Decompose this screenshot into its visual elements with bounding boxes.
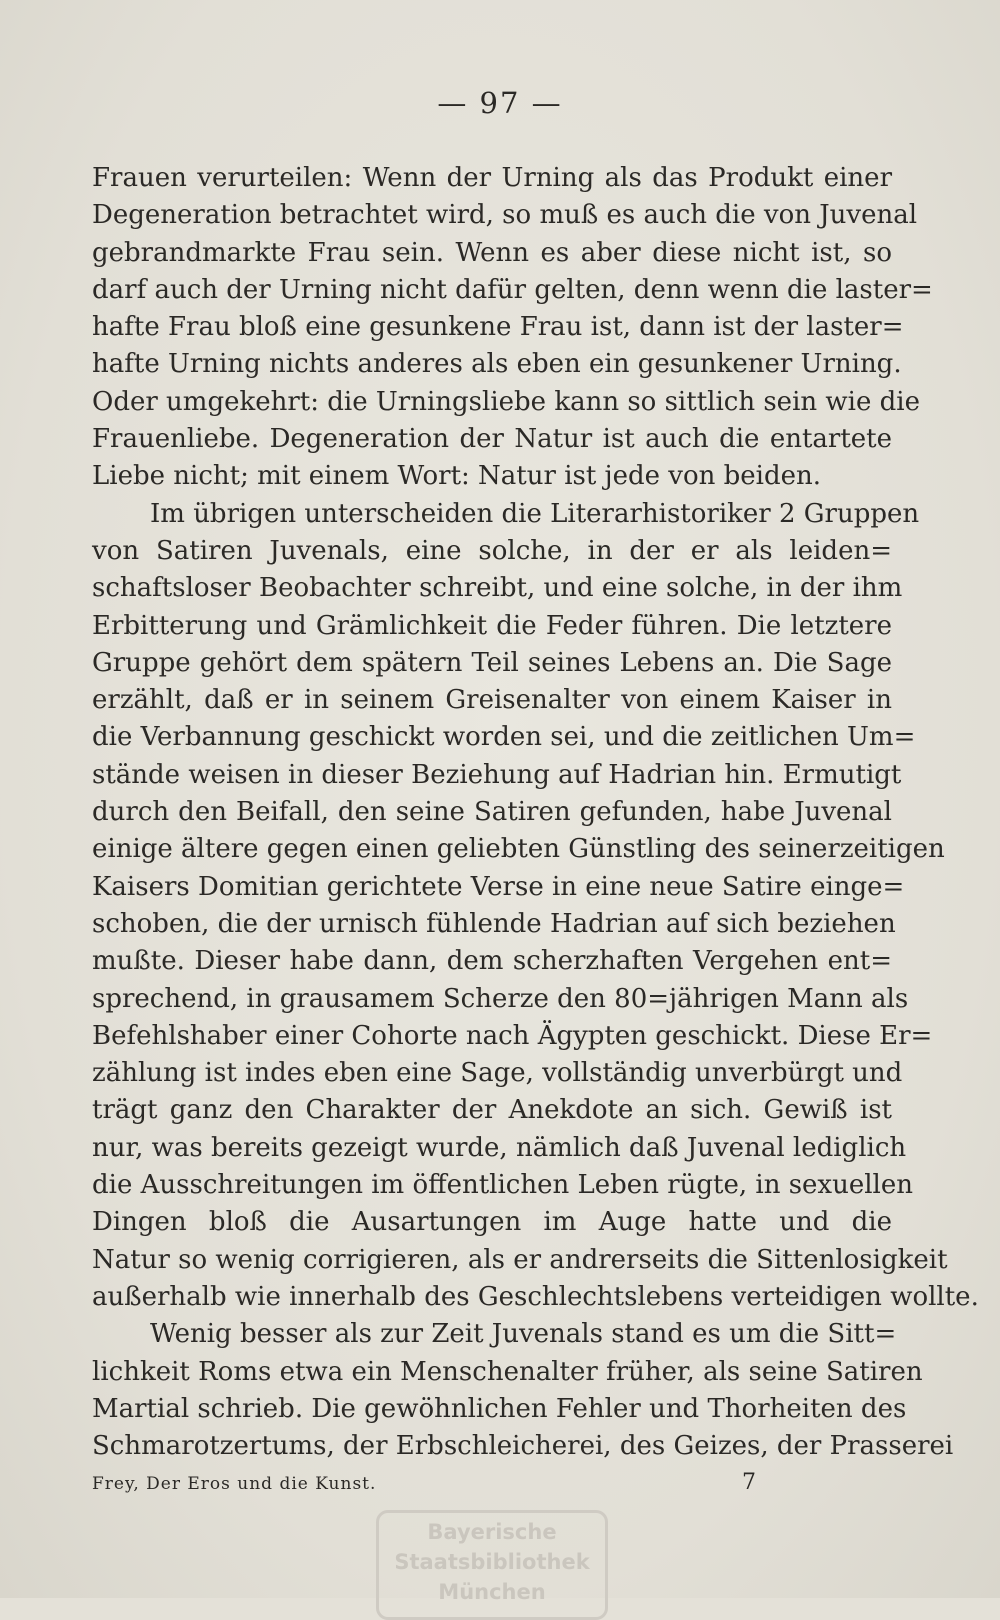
text-line: Oder umgekehrt: die Urningsliebe kann so sittlich sein wie die bbox=[92, 386, 920, 417]
text-line: Kaisers Domitian gerichtete Verse in eine neue Satire einge= bbox=[92, 871, 905, 902]
text-line: stände weisen in dieser Beziehung auf Hadrian hin. Ermutigt bbox=[92, 759, 902, 790]
text-line: schaftsloser Beobachter schreibt, und eine solche, in der ihm bbox=[92, 573, 903, 604]
text-line: Dingen bloß die Ausartungen im Auge hatte und die bbox=[92, 1207, 892, 1238]
text-line: sprechend, in grausamem Scherze den 80=jährigen Mann als bbox=[92, 983, 909, 1014]
text-line: erzählt, daß er in seinem Greisenalter von einem Kaiser in bbox=[92, 685, 892, 716]
text-line: hafte Frau bloß eine gesunkene Frau ist, dann ist der laster= bbox=[92, 312, 904, 343]
text-line: Liebe nicht; mit einem Wort: Natur ist jede von beiden. bbox=[92, 461, 822, 492]
stamp-line: München bbox=[438, 1580, 546, 1604]
text-line: trägt ganz den Charakter der Anekdote an sich. Gewiß ist bbox=[92, 1095, 892, 1126]
text-line: schoben, die der urnisch fühlende Hadrian auf sich beziehen bbox=[92, 908, 896, 939]
sheet-number: 7 bbox=[742, 1470, 756, 1495]
text-line: einige ältere gegen einen geliebten Günstling des seinerzeitigen bbox=[92, 834, 945, 865]
text-line: die Ausschreitungen im öffentlichen Leben rügte, in sexuellen bbox=[92, 1170, 913, 1201]
text-line: Wenig besser als zur Zeit Juvenals stand es um die Sitt= bbox=[150, 1319, 897, 1350]
text-line: Martial schrieb. Die gewöhnlichen Fehler und Thorheiten des bbox=[92, 1393, 907, 1424]
text-line: Natur so wenig corrigieren, als er andrerseits die Sittenlosigkeit bbox=[92, 1244, 948, 1275]
text-line: Im übrigen unterscheiden die Literarhistoriker 2 Gruppen bbox=[150, 498, 920, 529]
library-stamp bbox=[376, 1510, 608, 1620]
stamp-line: Staatsbibliothek bbox=[394, 1550, 590, 1574]
stamp-line: Bayerische bbox=[427, 1520, 557, 1544]
text-line: Erbitterung und Grämlichkeit die Feder führen. Die letztere bbox=[92, 610, 892, 641]
text-line: Degeneration betrachtet wird, so muß es auch die von Juvenal bbox=[92, 200, 918, 231]
text-line: Frauenliebe. Degeneration der Natur ist auch die entartete bbox=[92, 424, 892, 455]
text-line: nur, was bereits gezeigt wurde, nämlich daß Juvenal lediglich bbox=[92, 1132, 907, 1163]
text-line: die Verbannung geschickt worden sei, und die zeitlichen Um= bbox=[92, 722, 916, 753]
text-line: durch den Beifall, den seine Satiren gefunden, habe Juvenal bbox=[92, 797, 892, 828]
text-line: gebrandmarkte Frau sein. Wenn es aber diese nicht ist, so bbox=[92, 237, 892, 268]
signature-line: Frey, Der Eros und die Kunst. bbox=[92, 1474, 377, 1494]
text-line: Gruppe gehört dem spätern Teil seines Lebens an. Die Sage bbox=[92, 647, 892, 678]
text-line: lichkeit Roms etwa ein Menschenalter früher, als seine Satiren bbox=[92, 1356, 923, 1387]
text-line: zählung ist indes eben eine Sage, vollständig unverbürgt und bbox=[92, 1058, 903, 1089]
body-text bbox=[92, 160, 979, 1465]
page-number-header: — 97 — bbox=[437, 86, 563, 120]
text-line: mußte. Dieser habe dann, dem scherzhaften Vergehen ent= bbox=[92, 946, 892, 977]
text-line: Schmarotzertums, der Erbschleicherei, des Geizes, der Prasserei bbox=[92, 1431, 954, 1462]
text-line: Frauen verurteilen: Wenn der Urning als das Produkt einer bbox=[92, 163, 892, 193]
text-line: von Satiren Juvenals, eine solche, in der er als leiden= bbox=[92, 535, 892, 566]
text-line: Befehlshaber einer Cohorte nach Ägypten geschickt. Diese Er= bbox=[92, 1020, 933, 1051]
text-line: darf auch der Urning nicht dafür gelten, denn wenn die laster= bbox=[92, 274, 933, 305]
text-line: hafte Urning nichts anderes als eben ein gesunkener Urning. bbox=[92, 349, 902, 380]
text-line: außerhalb wie innerhalb des Geschlechtslebens verteidigen wollte. bbox=[92, 1281, 979, 1312]
